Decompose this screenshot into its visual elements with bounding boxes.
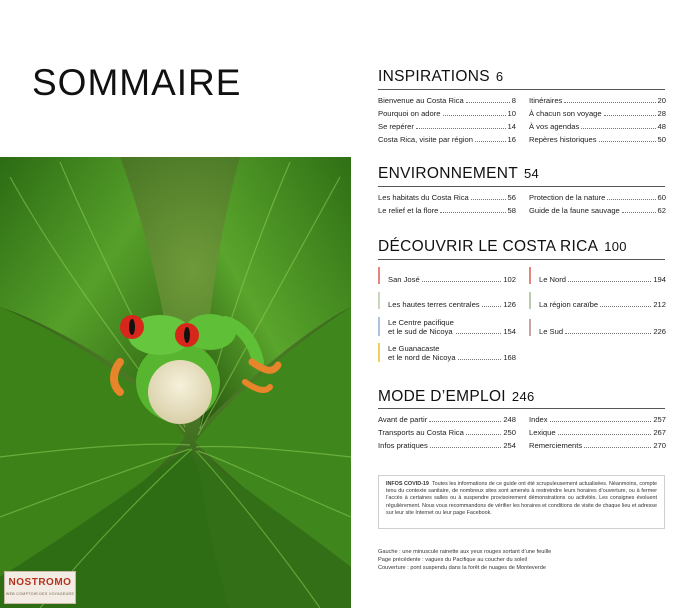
section-title-text: INSPIRATIONS bbox=[378, 68, 490, 85]
frog-photo bbox=[0, 157, 351, 608]
toc-entry[interactable]: Guide de la faune sauvage 62 bbox=[529, 206, 666, 215]
section-rule bbox=[378, 186, 665, 187]
page-title: SOMMAIRE bbox=[32, 62, 242, 103]
region-color-bar bbox=[378, 267, 380, 284]
region-entry[interactable]: Le Sud 226 bbox=[529, 319, 666, 336]
toc-entry[interactable]: Avant de partir 248 bbox=[378, 415, 516, 424]
section-page: 246 bbox=[511, 389, 535, 404]
toc-entry[interactable]: Remerciements 270 bbox=[529, 441, 666, 450]
toc-entry[interactable]: Protection de la nature 60 bbox=[529, 193, 666, 202]
region-entry[interactable]: San José 102 bbox=[378, 267, 516, 284]
toc-entry[interactable]: Lexique 267 bbox=[529, 428, 666, 437]
region-entry[interactable]: Le Nord 194 bbox=[529, 267, 666, 284]
toc-entry[interactable]: Itinéraires 20 bbox=[529, 96, 666, 105]
toc-entry[interactable]: Bienvenue au Costa Rica 8 bbox=[378, 96, 516, 105]
caption-left: Gauche : une minuscule rainette aux yeux rouges sortant d’une feuille bbox=[378, 549, 552, 555]
region-entry[interactable]: Le Guanacaste et le nord de Nicoya 168 bbox=[378, 343, 516, 362]
section-page: 54 bbox=[523, 166, 540, 181]
section-page: 6 bbox=[495, 69, 504, 84]
region-entry[interactable]: Le Centre pacifique et le sud de Nicoya 154 bbox=[378, 317, 516, 336]
covid-heading: INFOS COVID-19 bbox=[386, 481, 429, 487]
logo-name: NOSTROMO bbox=[8, 577, 72, 588]
region-color-bar bbox=[378, 292, 380, 309]
toc-entry[interactable]: À vos agendas 48 bbox=[529, 122, 666, 131]
covid-text: Toutes les informations de ce guide ont été scrupuleusement actualisées. Néanmoins, compte tenu du contexte sanitaire, de nombreux sites sont amenés à restreindre leurs horaires d’ouverture, ou à fermer l’accès à certaines salles ou à suspendre provisoirement démonstrations ou activités. Les consignes évoluent régulièrement. Nous vous recommandons de vérifier les horaires et conditions de visite de chaque lieu et adresse sur leur site Internet ou leur page Facebook. bbox=[386, 481, 657, 516]
section-rule bbox=[378, 408, 665, 409]
toc-entry[interactable]: Les habitats du Costa Rica 56 bbox=[378, 193, 516, 202]
toc-entry[interactable]: Le relief et la flore 58 bbox=[378, 206, 516, 215]
section-title-text: ENVIRONNEMENT bbox=[378, 165, 518, 182]
covid-info-box bbox=[378, 475, 665, 529]
section-rule bbox=[378, 89, 665, 90]
region-color-bar bbox=[378, 317, 380, 336]
nostromo-logo[interactable] bbox=[4, 571, 76, 604]
section-environnement-title[interactable] bbox=[378, 165, 539, 183]
toc-entry[interactable]: Pourquoi on adore 10 bbox=[378, 109, 516, 118]
section-rule bbox=[378, 259, 665, 260]
section-title-text: MODE D’EMPLOI bbox=[378, 388, 506, 405]
region-entry[interactable]: La région caraïbe 212 bbox=[529, 292, 666, 309]
section-page: 100 bbox=[604, 239, 627, 254]
region-color-bar bbox=[529, 292, 531, 309]
toc-entry[interactable]: Transports au Costa Rica 250 bbox=[378, 428, 516, 437]
section-decouvrir-title[interactable] bbox=[378, 238, 627, 256]
region-color-bar bbox=[529, 319, 531, 336]
toc-entry[interactable]: Costa Rica, visite par région 16 bbox=[378, 135, 516, 144]
caption-cover: Couverture : pont suspendu dans la forêt de nuages de Monteverde bbox=[378, 565, 546, 571]
toc-entry[interactable]: Infos pratiques 254 bbox=[378, 441, 516, 450]
region-entry[interactable]: Les hautes terres centrales 126 bbox=[378, 292, 516, 309]
section-title-text: DÉCOUVRIR LE COSTA RICA bbox=[378, 238, 599, 255]
toc-entry[interactable]: À chacun son voyage 28 bbox=[529, 109, 666, 118]
caption-previous-page: Page précédente : vagues du Pacifique au coucher du soleil bbox=[378, 557, 527, 563]
logo-tagline: WEB COMPTOIR DES VOYAGEURS bbox=[5, 592, 75, 596]
toc-entry[interactable]: Index 257 bbox=[529, 415, 666, 424]
region-color-bar bbox=[529, 267, 531, 284]
toc-entry[interactable]: Repères historiques 50 bbox=[529, 135, 666, 144]
section-mode-title[interactable] bbox=[378, 388, 535, 406]
section-inspirations-title[interactable] bbox=[378, 68, 503, 86]
toc-entry[interactable]: Se repérer 14 bbox=[378, 122, 516, 131]
region-color-bar bbox=[378, 343, 380, 362]
